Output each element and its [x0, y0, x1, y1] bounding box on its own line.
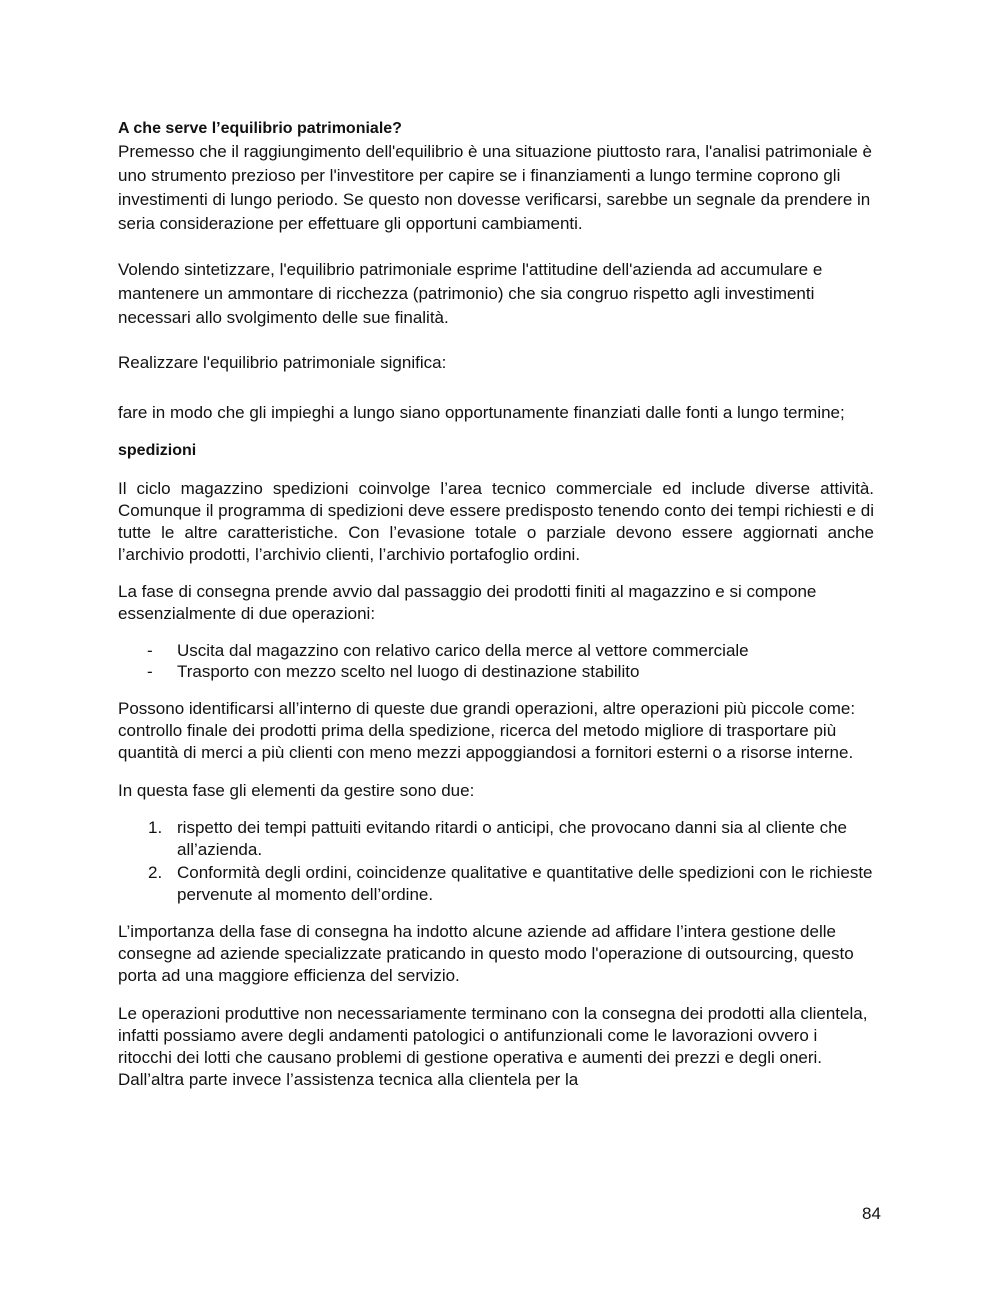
paragraph-realizzare: Realizzare l'equilibrio patrimoniale significa:: [118, 353, 447, 372]
list-item: [118, 640, 874, 661]
list-number: 2.: [148, 863, 163, 882]
paragraph-possono: Possono identificarsi all’interno di queste due grandi operazioni, altre operazioni più piccole come: controllo finale dei prodotti prima della spedizione, ricerca del metodo migliore di trasportare più quantità di merci a più clienti con meno mezzi appoggiandosi a fornitori esterni o a risorse interne.: [118, 699, 856, 762]
list-number: 1.: [148, 818, 163, 837]
section-heading-spedizioni: spedizioni: [118, 442, 197, 459]
paragraph-fare-in-modo: fare in modo che gli impieghi a lungo siano opportunamente finanziati dalle fonti a lungo termine;: [118, 403, 845, 422]
paragraph-volendo: Volendo sintetizzare, l'equilibrio patrimoniale esprime l'attitudine dell'azienda ad accumulare e mantenere un ammontare di ricchezza (patrimonio) che sia congruo rispetto agli investimenti necessari allo svolgimento delle sue finalità.: [118, 260, 823, 327]
page-number: 84: [862, 1204, 881, 1223]
dash-bullet: -: [147, 662, 153, 681]
list-item-text: Trasporto con mezzo scelto nel luogo di destinazione stabilito: [177, 662, 640, 681]
operations-bullet-list: [118, 640, 874, 682]
elements-numbered-list: [118, 817, 874, 906]
list-item: [118, 817, 874, 861]
dash-bullet: -: [147, 641, 153, 660]
list-item-text: Conformità degli ordini, coincidenze qualitative e quantitative delle spedizioni con le richieste pervenute al momento dell’ordine.: [177, 863, 873, 904]
section-heading-equilibrio: A che serve l’equilibrio patrimoniale?: [118, 120, 402, 137]
list-item-text: Uscita dal magazzino con relativo carico della merce al vettore commerciale: [177, 641, 749, 660]
paragraph-ciclo-magazzino: Il ciclo magazzino spedizioni coinvolge l’area tecnico commerciale ed include diverse attività. Comunque il programma di spedizioni deve essere predisposto tenendo conto dei tempi richiesti e di tutte le altre caratteristiche. Con l’evasione totale o parziale devono essere aggiornati anche l’archivio prodotti, l’archivio clienti, l’archivio portafoglio ordini.: [118, 479, 874, 564]
list-item: [118, 862, 874, 906]
list-item: [118, 661, 874, 682]
document-page: [118, 118, 874, 1091]
paragraph-premesso: Premesso che il raggiungimento dell'equilibrio è una situazione piuttosto rara, l'analisi patrimoniale è uno strumento prezioso per l'investitore per capire se i finanziamenti a lungo termine coprono gli investimenti di lungo periodo. Se questo non dovesse verificarsi, sarebbe un segnale da prendere in seria considerazione per effettuare gli opportuni cambiamenti.: [118, 142, 872, 233]
paragraph-importanza: L’importanza della fase di consegna ha indotto alcune aziende ad affidare l’intera gestione delle consegne ad aziende specializzate praticando in questo modo l'operazione di outsourcing, questo porta ad una maggiore efficienza del servizio.: [118, 922, 854, 985]
paragraph-in-questa-fase: In questa fase gli elementi da gestire sono due:: [118, 781, 475, 800]
paragraph-operazioni-produttive: Le operazioni produttive non necessariamente terminano con la consegna dei prodotti alla clientela, infatti possiamo avere degli andamenti patologici o antifunzionali come le lavorazioni ovvero i ritocchi dei lotti che causano problemi di gestione operativa e aumenti dei prezzi e degli oneri. Dall’altra parte invece l’assistenza tecnica alla clientela per la: [118, 1004, 868, 1089]
list-item-text: rispetto dei tempi pattuiti evitando ritardi o anticipi, che provocano danni sia al cliente che all’azienda.: [177, 818, 847, 859]
paragraph-fase-consegna: La fase di consegna prende avvio dal passaggio dei prodotti finiti al magazzino e si compone essenzialmente di due operazioni:: [118, 582, 817, 623]
